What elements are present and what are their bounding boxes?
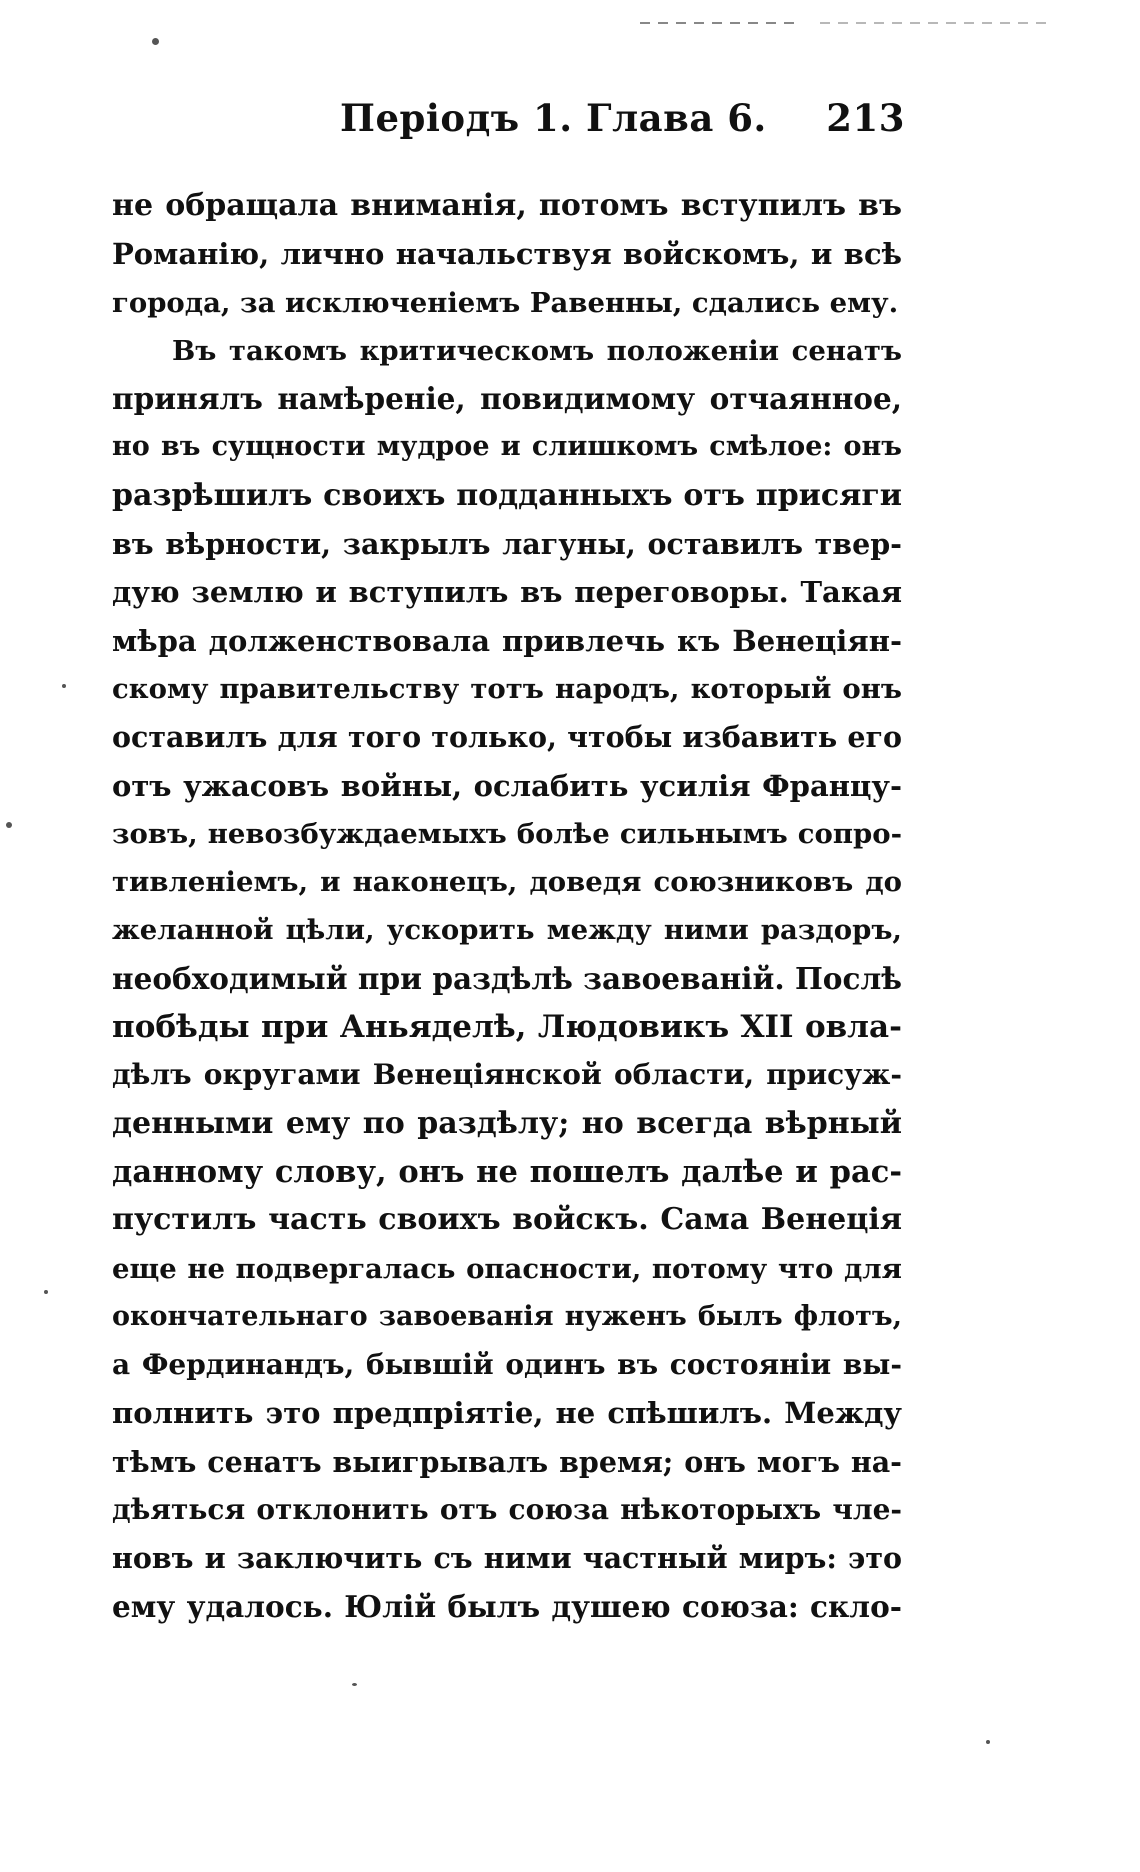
text-line: дую землю и вступилъ въ переговоры. Такая: [112, 575, 902, 610]
text-line: мѣра долженствовала привлечь къ Венеціян-: [112, 623, 902, 658]
text-line: полнить это предпріятіе, не спѣшилъ. Между: [112, 1396, 902, 1431]
text-line: окончательнаго завоеванія нуженъ былъ флотъ,: [112, 1300, 902, 1332]
text-line: не обращала вниманія, потомъ вступилъ въ: [112, 188, 902, 223]
text-line: новъ и заключить съ ними частный миръ: это: [112, 1541, 902, 1576]
scan-speck: [6, 822, 12, 828]
text-line: тѣмъ сенатъ выигрывалъ время; онъ могъ на-: [112, 1444, 902, 1479]
text-line: тивленіемъ, и наконецъ, доведя союзниковъ до: [112, 866, 902, 899]
text-line: пустилъ часть своихъ войскъ. Сама Венеція: [112, 1202, 902, 1238]
text-line: желанной цѣли, ускорить между ними раздоръ,: [112, 914, 902, 947]
scan-artifact-rule: [640, 22, 800, 24]
scan-speck: [352, 1683, 357, 1686]
running-title: Періодъ 1. Глава 6.: [340, 96, 767, 140]
text-line: еще не подвергалась опасности, потому что для: [112, 1252, 902, 1285]
text-line: дѣлъ округами Венеціянской области, присуж-: [112, 1058, 902, 1092]
running-head: [340, 96, 905, 146]
page-number: 213: [826, 96, 905, 140]
scan-speck: [62, 684, 66, 688]
text-line: дѣяться отклонить отъ союза нѣкоторыхъ чле-: [112, 1493, 902, 1527]
text-line: въ вѣрности, закрылъ лагуны, оставилъ твер-: [112, 527, 902, 562]
text-line: данному слову, онъ не пошелъ далѣе и рас-: [112, 1153, 902, 1190]
text-line: Въ такомъ критическомъ положеніи сенатъ: [172, 334, 902, 367]
text-line: Романію, лично начальствуя войскомъ, и всѣ: [112, 237, 902, 272]
text-line: принялъ намѣреніе, повидимому отчаянное,: [112, 381, 902, 417]
text-line: разрѣшилъ своихъ подданныхъ отъ присяги: [112, 477, 902, 513]
text-line: необходимый при раздѣлѣ завоеваній. Послѣ: [112, 960, 902, 996]
text-line: оставилъ для того только, чтобы избавить его: [112, 720, 902, 755]
text-line: зовъ, невозбуждаемыхъ болѣе сильнымъ сопро-: [112, 817, 902, 850]
text-line: скому правительству тотъ народъ, который онъ: [112, 672, 902, 705]
scan-speck: [44, 1290, 48, 1294]
text-line: денными ему по раздѣлу; но всегда вѣрный: [112, 1105, 902, 1141]
scan-speck: [986, 1740, 990, 1744]
text-line: отъ ужасовъ войны, ослабить усилія Францу-: [112, 768, 902, 803]
scan-speck: [152, 38, 159, 45]
text-line: а Фердинандъ, бывшій одинъ въ состояніи вы-: [112, 1348, 902, 1382]
scan-artifact-rule: [820, 22, 1050, 24]
text-line: города, за исключеніемъ Равенны, сдались ему.: [112, 286, 899, 319]
text-line: ему удалось. Юлій былъ душею союза: скло-: [112, 1588, 902, 1624]
text-line: побѣды при Аньяделѣ, Людовикъ XII овла-: [112, 1009, 902, 1046]
text-line: но въ сущности мудрое и слишкомъ смѣлое: онъ: [112, 431, 902, 463]
body-text: [112, 182, 902, 1631]
